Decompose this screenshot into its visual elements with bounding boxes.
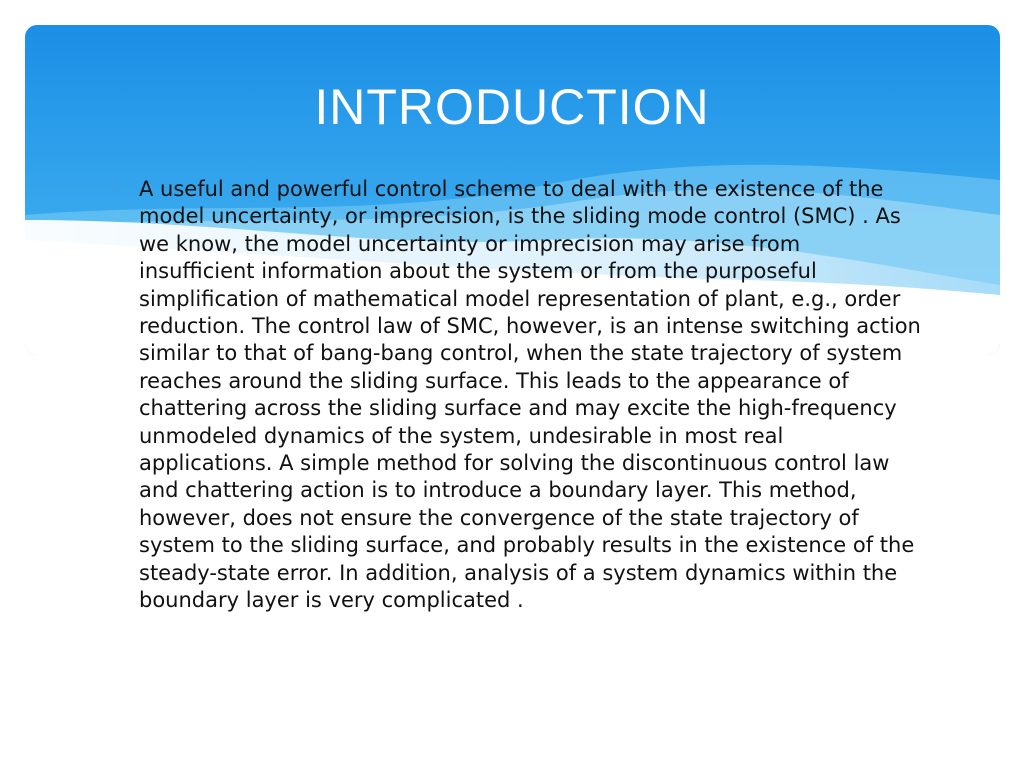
bullet-item [112,176,922,615]
asterisk-bullet-icon: ✱ [112,180,123,194]
slide-content [112,176,922,615]
bullet-text: A useful and powerful control scheme to deal with the existence of the model uncertainty, or imprecision, is the sliding mode control (SMC) . As we know, the model uncertainty or imprecision may arise from insufficient information about the system or from the purposeful simplification of mathematical model representation of plant, e.g., order reduction. The control law of SMC, however, is an intense switching action similar to that of bang-bang control, when the state trajectory of system reaches around the sliding surface. This leads to the appearance of chattering across the sliding surface and may excite the high-frequency unmodeled dynamics of the system, undesirable in most real applications. A simple method for solving the discontinuous control law and chattering action is to introduce a boundary layer. This method, however, does not ensure the convergence of the state trajectory of system to the sliding surface, and probably results in the existence of the steady-state error. In addition, analysis of a system dynamics within the boundary layer is very complicated . [139,177,921,613]
slide-title: INTRODUCTION [314,79,710,135]
